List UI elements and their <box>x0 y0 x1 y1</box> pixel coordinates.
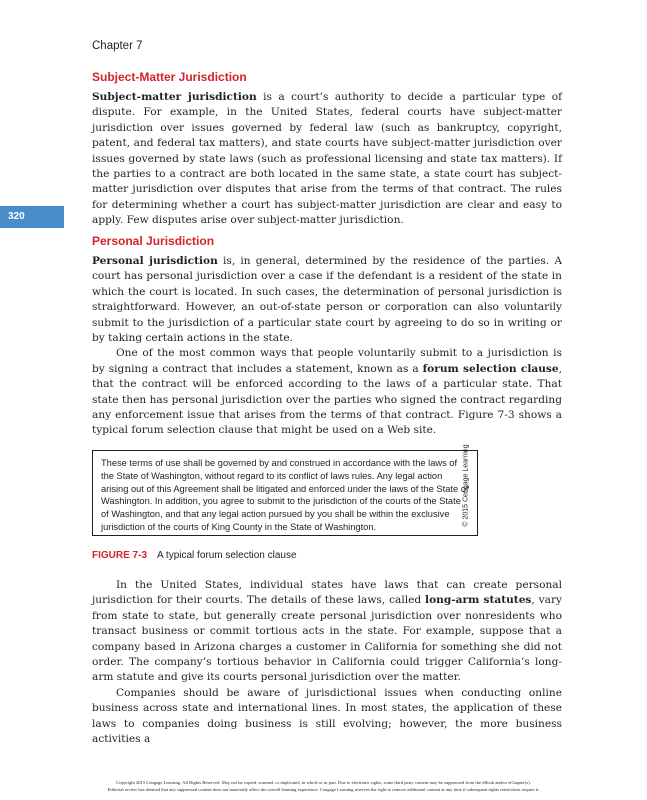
footer-line: Editorial review has deemed that any suppressed content does not materially affect the overall learning experience. Cengage Learning reserves the right to remove additional content at any time if subsequent rights restrictions require it. <box>107 787 540 792</box>
section-subject-matter <box>92 70 562 229</box>
paragraph-text: is a court’s authority to decide a particular type of dispute. For example, in the United States, federal courts have subject-matter jurisdiction over issues governed by federal law (such as bankruptcy, copyright, patent, and federal tax matters), and state courts have subject-matter jurisdiction over issues governed by state laws (such as professional licensing and state tax matters). If the parties to a contract are both located in the same state, a state court has subject-matter jurisdiction over disputes that arise from the terms of that contract. The rules for determining whether a court has subject-matter jurisdiction are clear and easy to apply. Few disputes arise over subject-matter jurisdiction. <box>92 91 562 227</box>
paragraph <box>92 346 562 438</box>
copyright-footer <box>0 779 647 793</box>
section-personal <box>92 234 562 439</box>
key-term: long-arm statutes <box>425 594 532 607</box>
key-term: Personal jurisdiction <box>92 255 218 267</box>
chapter-label: Chapter 7 <box>92 40 143 52</box>
figure-caption-text: A typical forum selection clause <box>157 550 297 561</box>
key-term: forum selection clause <box>422 362 559 375</box>
section-long-arm <box>92 578 562 747</box>
figure-credit: © 2015 Cengage Learning <box>462 444 470 527</box>
paragraph-text: , vary from state to state, but generally create personal jurisdiction over nonresidents who transact business or commit tortious acts in the state. For example, suppose that a company based in Arizona charges a customer in California for something she did not order. The company’s tortious behavior in California could trigger California’s long-arm statute and give its courts personal jurisdiction over the matter. <box>92 594 562 684</box>
paragraph <box>92 578 562 686</box>
paragraph-text: , that the contract will be enforced according to the laws of a particular state. That state then has personal jurisdiction over the parties who signed the contract regarding any enforcement issue that arises from the terms of that contract. Figure 7-3 shows a typical forum selection clause that might be used on a Web site. <box>92 362 562 437</box>
paragraph: Companies should be aware of jurisdictional issues when conducting online business across state and international lines. In most states, the application of these laws to companies doing business is still evolving; however, the more business activities a <box>92 686 562 746</box>
figure-text: These terms of use shall be governed by and construed in accordance with the laws of the State of Washington, without regard to its conflict of laws rules. Any legal action arising out of this Agreement shall be litigated and enforced under the laws of the State of Washington. In addition, you agree to submit to the jurisdiction of the courts of the State of Washington, and that any legal action pursued by you shall be within the exclusive jurisdiction of the courts of King County in the State of Washington. <box>101 458 469 532</box>
paragraph-text: In the United States, individual states have laws that can create personal jurisdiction for their courts. The details of these laws, called <box>92 579 562 607</box>
figure-label: FIGURE 7-3 <box>92 550 148 561</box>
footer-line: Copyright 2015 Cengage Learning. All Rights Reserved. May not be copied, scanned, or duplicated, in whole or in part. Due to electronic rights, some third party content may be suppressed from the eBook and/or eChapter(s). <box>116 780 531 785</box>
paragraph-text: One of the most common ways that people voluntarily submit to a jurisdiction is by signing a contract that includes a statement, known as a <box>92 347 562 375</box>
paragraph <box>92 90 562 229</box>
section-heading: Subject-Matter Jurisdiction <box>92 70 247 84</box>
figure-box <box>92 450 478 536</box>
key-term: Subject-matter jurisdiction <box>92 91 257 103</box>
paragraph <box>92 254 562 346</box>
page-number-tab: 320 <box>0 206 64 228</box>
section-heading: Personal Jurisdiction <box>92 234 215 248</box>
paragraph-text: is, in general, determined by the residence of the parties. A court has personal jurisdiction over a case if the defendant is a resident of the state in which the court is located. In such cases, the determination of personal jurisdiction is straightforward. However, an out-of-state person or corporation can also voluntarily submit to the jurisdiction of a particular state court by agreeing to do so in writing or by taking certain actions in the state. <box>92 255 562 345</box>
figure-caption <box>92 550 297 561</box>
